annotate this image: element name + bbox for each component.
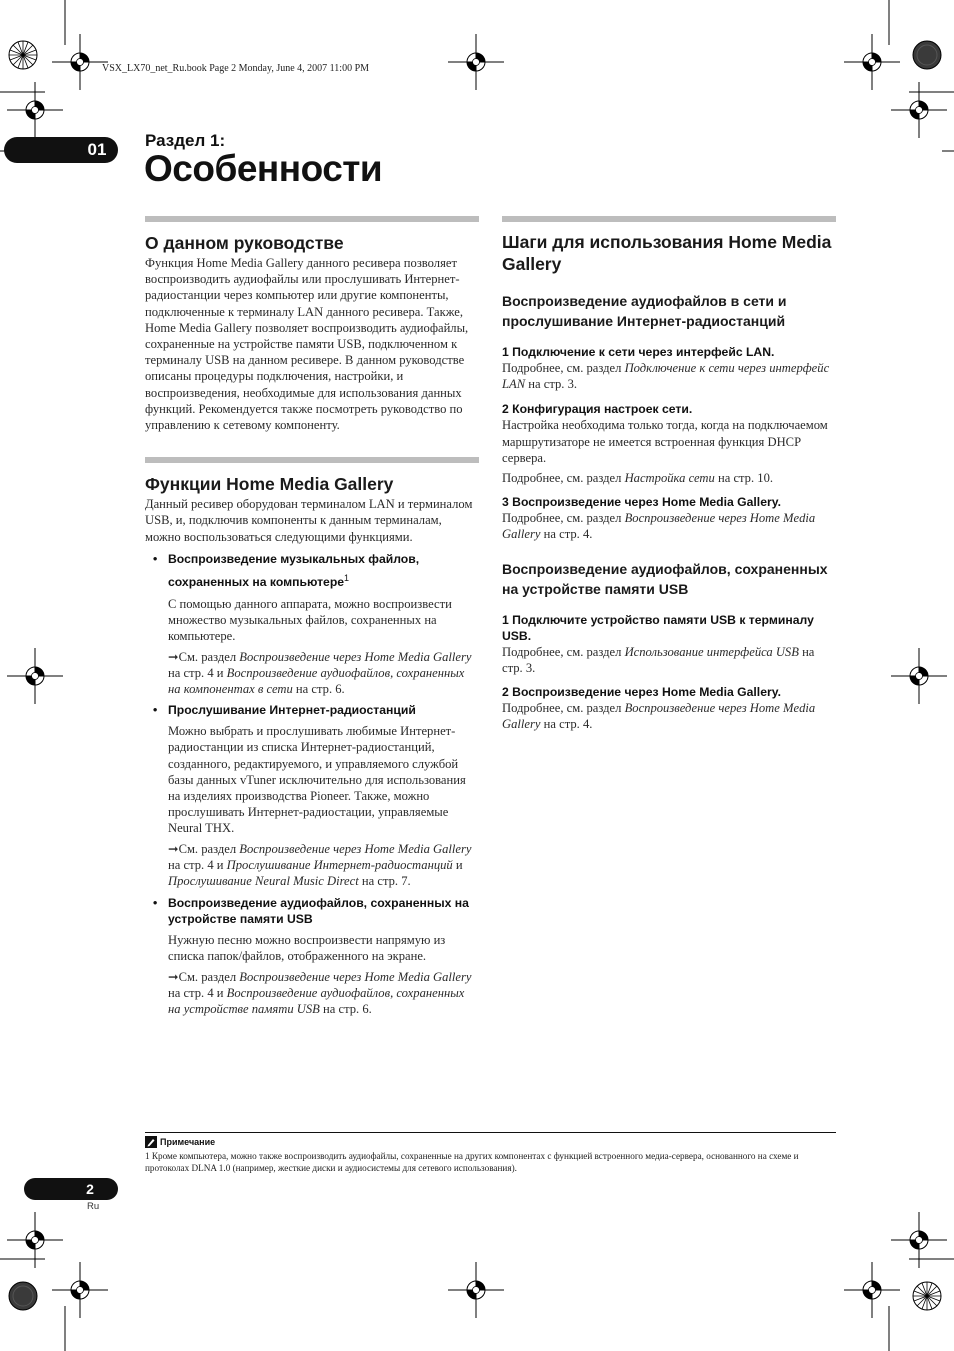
ref-text: и — [452, 857, 463, 872]
ref-text: на стр. 6. — [292, 681, 345, 696]
functions-text: Данный ресивер оборудован терминалом LAN и терминалом USB, и, подключив компоненты к данным терминалам, можно воспользоваться следующими функциями. — [145, 497, 473, 544]
section-divider — [145, 216, 479, 222]
step-text — [502, 470, 836, 486]
ref-link: Подключение к сети через интерфейс LAN — [502, 361, 830, 392]
step-text — [502, 700, 836, 732]
ref-text: на стр. 4 и — [168, 985, 227, 1000]
ref-text: на стр. 4 и — [168, 857, 227, 872]
steps-title: Шаги для использования Home Media Gallery — [502, 232, 832, 274]
note-icon — [145, 1136, 157, 1148]
chapter-number: 01 — [87, 140, 107, 159]
right-column — [502, 216, 836, 732]
ref-text: Подробнее, см. раздел — [502, 644, 625, 659]
ref-link: Прослушивание Neural Music Direct — [168, 873, 359, 888]
step-text — [502, 510, 836, 542]
page-language: Ru — [87, 1201, 100, 1212]
print-header: VSX_LX70_net_Ru.book Page 2 Monday, June 4, 2007 11:00 PM — [102, 63, 370, 74]
step-title: 2 Воспроизведение через Home Media Gallery. — [502, 685, 781, 700]
chapter-label: Раздел 1: — [145, 131, 226, 150]
bullet2-title: Прослушивание Интернет-радиостанций — [168, 703, 416, 718]
ref-text: на стр. 3. — [502, 644, 815, 675]
ref-text: Подробнее, см. раздел — [502, 701, 625, 716]
page-number: 2 — [86, 1181, 94, 1197]
bullet2-ref — [168, 841, 479, 890]
about-text: Функция Home Media Gallery данного ресивера позволяет воспроизводить аудиофайлы или прослушивать Интернет-радиостанции через компьютер или другие компоненты, подключенные к терминалу LAN данного ресивера. Также, Home Media Gallery позволяет воспроизводить аудиофайлы, сохраненные на устройстве памяти USB, подключенном к терминалу USB на данном ресивере. В данном руководстве описаны процедуры подключения, настройки, и воспроизведения, необходимые для использования данных функций. Рекомендуется также посмотреть руководство по управлению к сетевому компоненту. — [145, 256, 469, 433]
bullet-title: • Прослушивание Интернет-радиостанций — [153, 703, 416, 718]
step-text — [502, 360, 836, 392]
chapter-title: Особенности — [144, 148, 383, 189]
arrow-icon: ➞ — [168, 841, 179, 856]
ref-text: Подробнее, см. раздел — [502, 511, 625, 526]
ref-link: Воспроизведение аудиофайлов, сохраненных на компонентах в сети — [168, 665, 465, 696]
bullet-title: • Воспроизведение музыкальных файлов, сохраненных на компьютере$^1$ — [153, 551, 420, 589]
note-label: Примечание — [160, 1137, 216, 1147]
ref-text: См. раздел — [178, 649, 240, 664]
bullet3-ref — [168, 969, 479, 1018]
ref-text: на стр. 3. — [525, 377, 578, 392]
step-title: 3 Воспроизведение через Home Media Gallery. — [502, 495, 781, 510]
ref-link: Воспроизведение через Home Media Gallery — [502, 701, 816, 732]
ref-link: Воспроизведение аудиофайлов, сохраненных на устройстве памяти USB — [168, 985, 465, 1016]
footnote-area — [145, 1132, 836, 1174]
arrow-icon: ➞ — [168, 969, 179, 984]
step-title: 1 Подключите устройство памяти USB к терминалу USB. — [502, 612, 814, 643]
bullet1-ref — [168, 649, 479, 698]
section-divider — [502, 216, 836, 222]
ref-text: на стр. 10. — [714, 471, 774, 486]
step-text: Настройка необходима только тогда, когда на подключаемом маршрутизаторе не имеется встроенная функция DHCP сервера. — [502, 418, 828, 465]
bullet2-text: Можно выбрать и прослушивать любимые Интернет-радиостанции из списка Интернет-радиостанций, созданного, редактируемого, и управляемого службой базы данных vTuner исключительно для использования на изделиях производства Pioneer. Также, можно прослушивать Интернет-радиостации, управляемые Neural THX. — [168, 724, 466, 836]
chapter-tab — [4, 137, 118, 163]
ref-text: См. раздел — [178, 841, 240, 856]
ref-link: Прослушивание Интернет-радиостанций — [226, 857, 453, 872]
bullet-item — [153, 550, 479, 697]
footnote-ref: 1 — [344, 572, 350, 583]
functions-title: Функции Home Media Gallery — [145, 474, 394, 495]
ref-text: См. раздел — [178, 969, 240, 984]
ref-text: на стр. 4 и — [168, 665, 227, 680]
note-text: 1 Кроме компьютера, можно также воспроизводить аудиофайлы, сохраненные на других компонентах с функцией встроенного медиа-сервера, основанного на схеме и протоколах DLNA 1.0 (например, жесткие диски и аудиосистемы для сетевого использования). — [145, 1151, 799, 1173]
section-divider — [145, 457, 479, 463]
step-title: 2 Конфигурация настроек сети. — [502, 402, 693, 417]
sub1-title: Воспроизведение аудиофайлов в сети и прослушивание Интернет-радиостанций — [502, 293, 787, 329]
ref-link: Воспроизведение через Home Media Gallery — [239, 649, 472, 664]
ref-text: на стр. 4. — [540, 527, 593, 542]
ref-link: Настройка сети — [624, 471, 715, 486]
bullet1-title: Воспроизведение музыкальных файлов, сохраненных на компьютере — [168, 551, 420, 589]
bullet1-text: С помощью данного аппарата, можно воспроизвести множество музыкальных файлов, сохраненных на компьютере. — [168, 596, 452, 644]
left-column — [145, 216, 479, 1017]
bullet-item — [153, 701, 479, 889]
step-title: 1 Подключение к сети через интерфейс LAN. — [502, 345, 775, 359]
ref-text: на стр. 4. — [540, 717, 593, 732]
bullet-title: • Воспроизведение аудиофайлов, сохраненных на устройстве памяти USB — [153, 896, 469, 927]
ref-text: Подробнее, см. раздел — [502, 361, 625, 375]
ref-link: Использование интерфейса USB — [624, 644, 799, 659]
ref-text: Подробнее, см. раздел — [502, 471, 625, 486]
about-title: О данном руководстве — [145, 233, 344, 253]
bullet3-text: Нужную песню можно воспроизвести напрямую из списка папок/файлов, отображенного на экране. — [168, 933, 446, 964]
ref-text: на стр. 6. — [319, 1001, 372, 1016]
ref-link: Воспроизведение через Home Media Gallery — [502, 511, 816, 542]
ref-text: на стр. 7. — [358, 873, 411, 888]
step-text — [502, 644, 836, 676]
bullet3-title: Воспроизведение аудиофайлов, сохраненных на устройстве памяти USB — [168, 896, 469, 927]
arrow-icon: ➞ — [168, 649, 179, 664]
ref-link: Воспроизведение через Home Media Gallery — [239, 841, 472, 856]
page-number-tab — [24, 1178, 118, 1200]
bullet-item — [153, 895, 479, 1017]
note-header — [145, 1136, 836, 1148]
ref-link: Воспроизведение через Home Media Gallery — [239, 969, 472, 984]
sub2-title: Воспроизведение аудиофайлов, сохраненных на устройстве памяти USB — [502, 560, 828, 597]
